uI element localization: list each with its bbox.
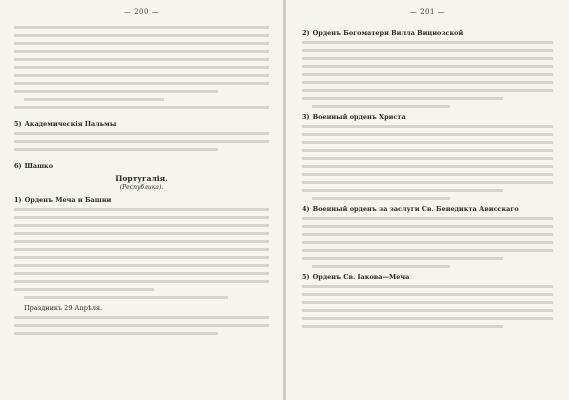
- order-heading-aviz: 4) Военный орденъ за заслуги Св. Бенедикта Ависскаго: [302, 205, 519, 213]
- page-number-left: — 200 —: [0, 8, 283, 16]
- right-page: [286, 0, 569, 400]
- left-page-text: [14, 26, 269, 340]
- order-heading-sword-tower: 1) Орденъ Меча и Башни: [14, 196, 112, 204]
- order-heading-vila-vicosa: 2) Орденъ Богоматери Вилла Вициозской: [302, 29, 464, 37]
- page-number-right: — 201 —: [286, 8, 569, 16]
- section-heading-academic-palms: 5) Академическія Пальмы: [14, 120, 117, 128]
- section-heading-shashko: 6) Шашко: [14, 162, 54, 170]
- order-heading-st-james-sword: 5) Орденъ Св. Іакова—Меча: [302, 273, 410, 281]
- holiday-date: Праздникъ 29 Апрѣля.: [24, 304, 103, 312]
- left-page: [0, 0, 283, 400]
- right-page-text: [302, 26, 553, 333]
- section-title-portugal: Португалія.: [115, 174, 168, 183]
- order-heading-christ: 3) Военный орденъ Христа: [302, 113, 406, 121]
- section-subtitle-republic: (Республика).: [119, 184, 164, 191]
